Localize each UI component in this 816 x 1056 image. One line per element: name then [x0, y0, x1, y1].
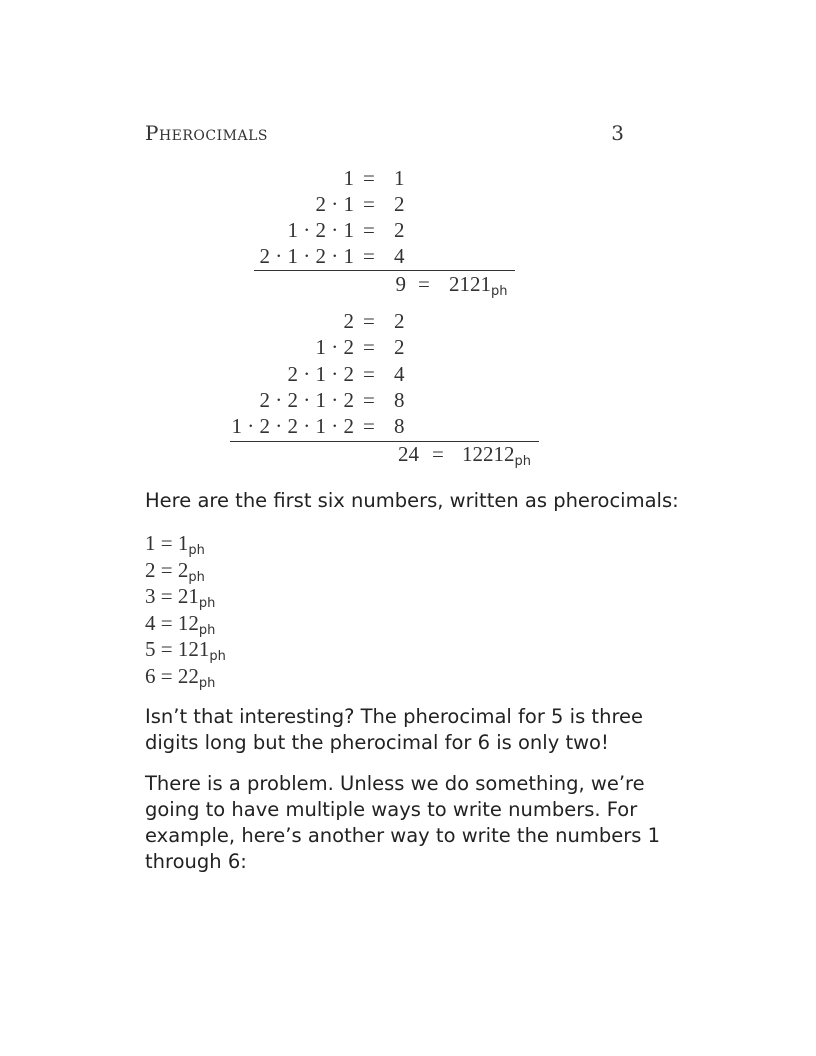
- running-header: [145, 121, 624, 145]
- equals-sign: =: [363, 414, 375, 438]
- equals-sign: =: [363, 309, 375, 333]
- equals-sign: =: [363, 166, 375, 190]
- paragraph-interesting: Isn’t that interesting? The pherocimal for 5 is three digits long but the pherocimal for 6 is only two!: [145, 705, 644, 754]
- sum2-total-rhs: $12212_{ph}$: [462, 442, 531, 469]
- sum2-lhs: 2 · 1 · 2: [287, 362, 354, 386]
- sum1-rhs: 2: [394, 192, 405, 216]
- sum1-total-lhs: 9: [395, 272, 406, 296]
- list-item: $1 = 1_{ph}$: [145, 531, 205, 558]
- sum1-lhs: 2 · 1 · 2 · 1: [259, 244, 354, 268]
- equals-sign: =: [432, 442, 444, 466]
- sum2-lhs: 1 · 2: [315, 335, 354, 359]
- sum2-rhs: 2: [394, 335, 405, 359]
- sum2-rhs: 2: [394, 309, 405, 333]
- sum1-rhs: 2: [394, 218, 405, 242]
- sum1-lhs: 1 · 2 · 1: [287, 218, 354, 242]
- equals-sign: =: [363, 362, 375, 386]
- pherocimal-list: [145, 530, 445, 690]
- sum2-lhs: 1 · 2 · 2 · 1 · 2: [231, 414, 354, 438]
- sum1-rhs: 1: [394, 166, 405, 190]
- intro-paragraph: Here are the first six numbers, written as pherocimals:: [145, 489, 679, 512]
- sum1-total-rhs: $2121_{ph}$: [449, 272, 508, 299]
- sum1-lhs: 2 · 1: [315, 192, 354, 216]
- sum2-row-2: [200, 334, 580, 360]
- equals-sign: =: [363, 192, 375, 216]
- list-item: $4 = 12_{ph}$: [145, 610, 216, 638]
- equals-sign: =: [363, 218, 375, 242]
- equals-sign: =: [363, 335, 375, 359]
- sum1-total-row: [200, 271, 580, 297]
- sum2-lhs: 2 · 2 · 1 · 2: [259, 388, 354, 412]
- sum2-row-3: [200, 361, 580, 387]
- sum1-row-1: [200, 165, 580, 191]
- equals-sign: =: [418, 272, 430, 296]
- running-title: Pherocimals: [145, 121, 268, 145]
- list-item: $2 = 2_{ph}$: [145, 557, 205, 585]
- sum2-total-row: [200, 441, 580, 467]
- sum2-total-lhs: 24: [398, 442, 419, 466]
- sum2-rhs: 8: [394, 388, 405, 412]
- list-item: $5 = 121_{ph}$: [145, 637, 226, 665]
- sum1-row-2: [200, 191, 580, 217]
- sum1-row-3: [200, 217, 580, 243]
- sum2-lhs: 2: [343, 309, 354, 333]
- sum2-row-1: [200, 308, 580, 334]
- list-item: $6 = 22_{ph}$: [145, 663, 216, 691]
- sum2-rhs: 4: [394, 362, 405, 386]
- sum2-rhs: 8: [394, 414, 405, 438]
- page-number: 3: [611, 121, 624, 145]
- sum1-rhs: 4: [394, 244, 405, 268]
- paragraph-problem: There is a problem. Unless we do something, we’re going to have multiple ways to write numbers. For example, here’s another way to write the numbers 1 through 6:: [145, 772, 660, 873]
- sum2-row-4: [200, 387, 580, 413]
- sum1-row-4: [200, 243, 580, 269]
- equals-sign: =: [363, 244, 375, 268]
- list-item: $3 = 21_{ph}$: [145, 584, 216, 612]
- equals-sign: =: [363, 388, 375, 412]
- sum2-row-5: [200, 413, 580, 439]
- sum1-lhs: 1: [343, 166, 354, 190]
